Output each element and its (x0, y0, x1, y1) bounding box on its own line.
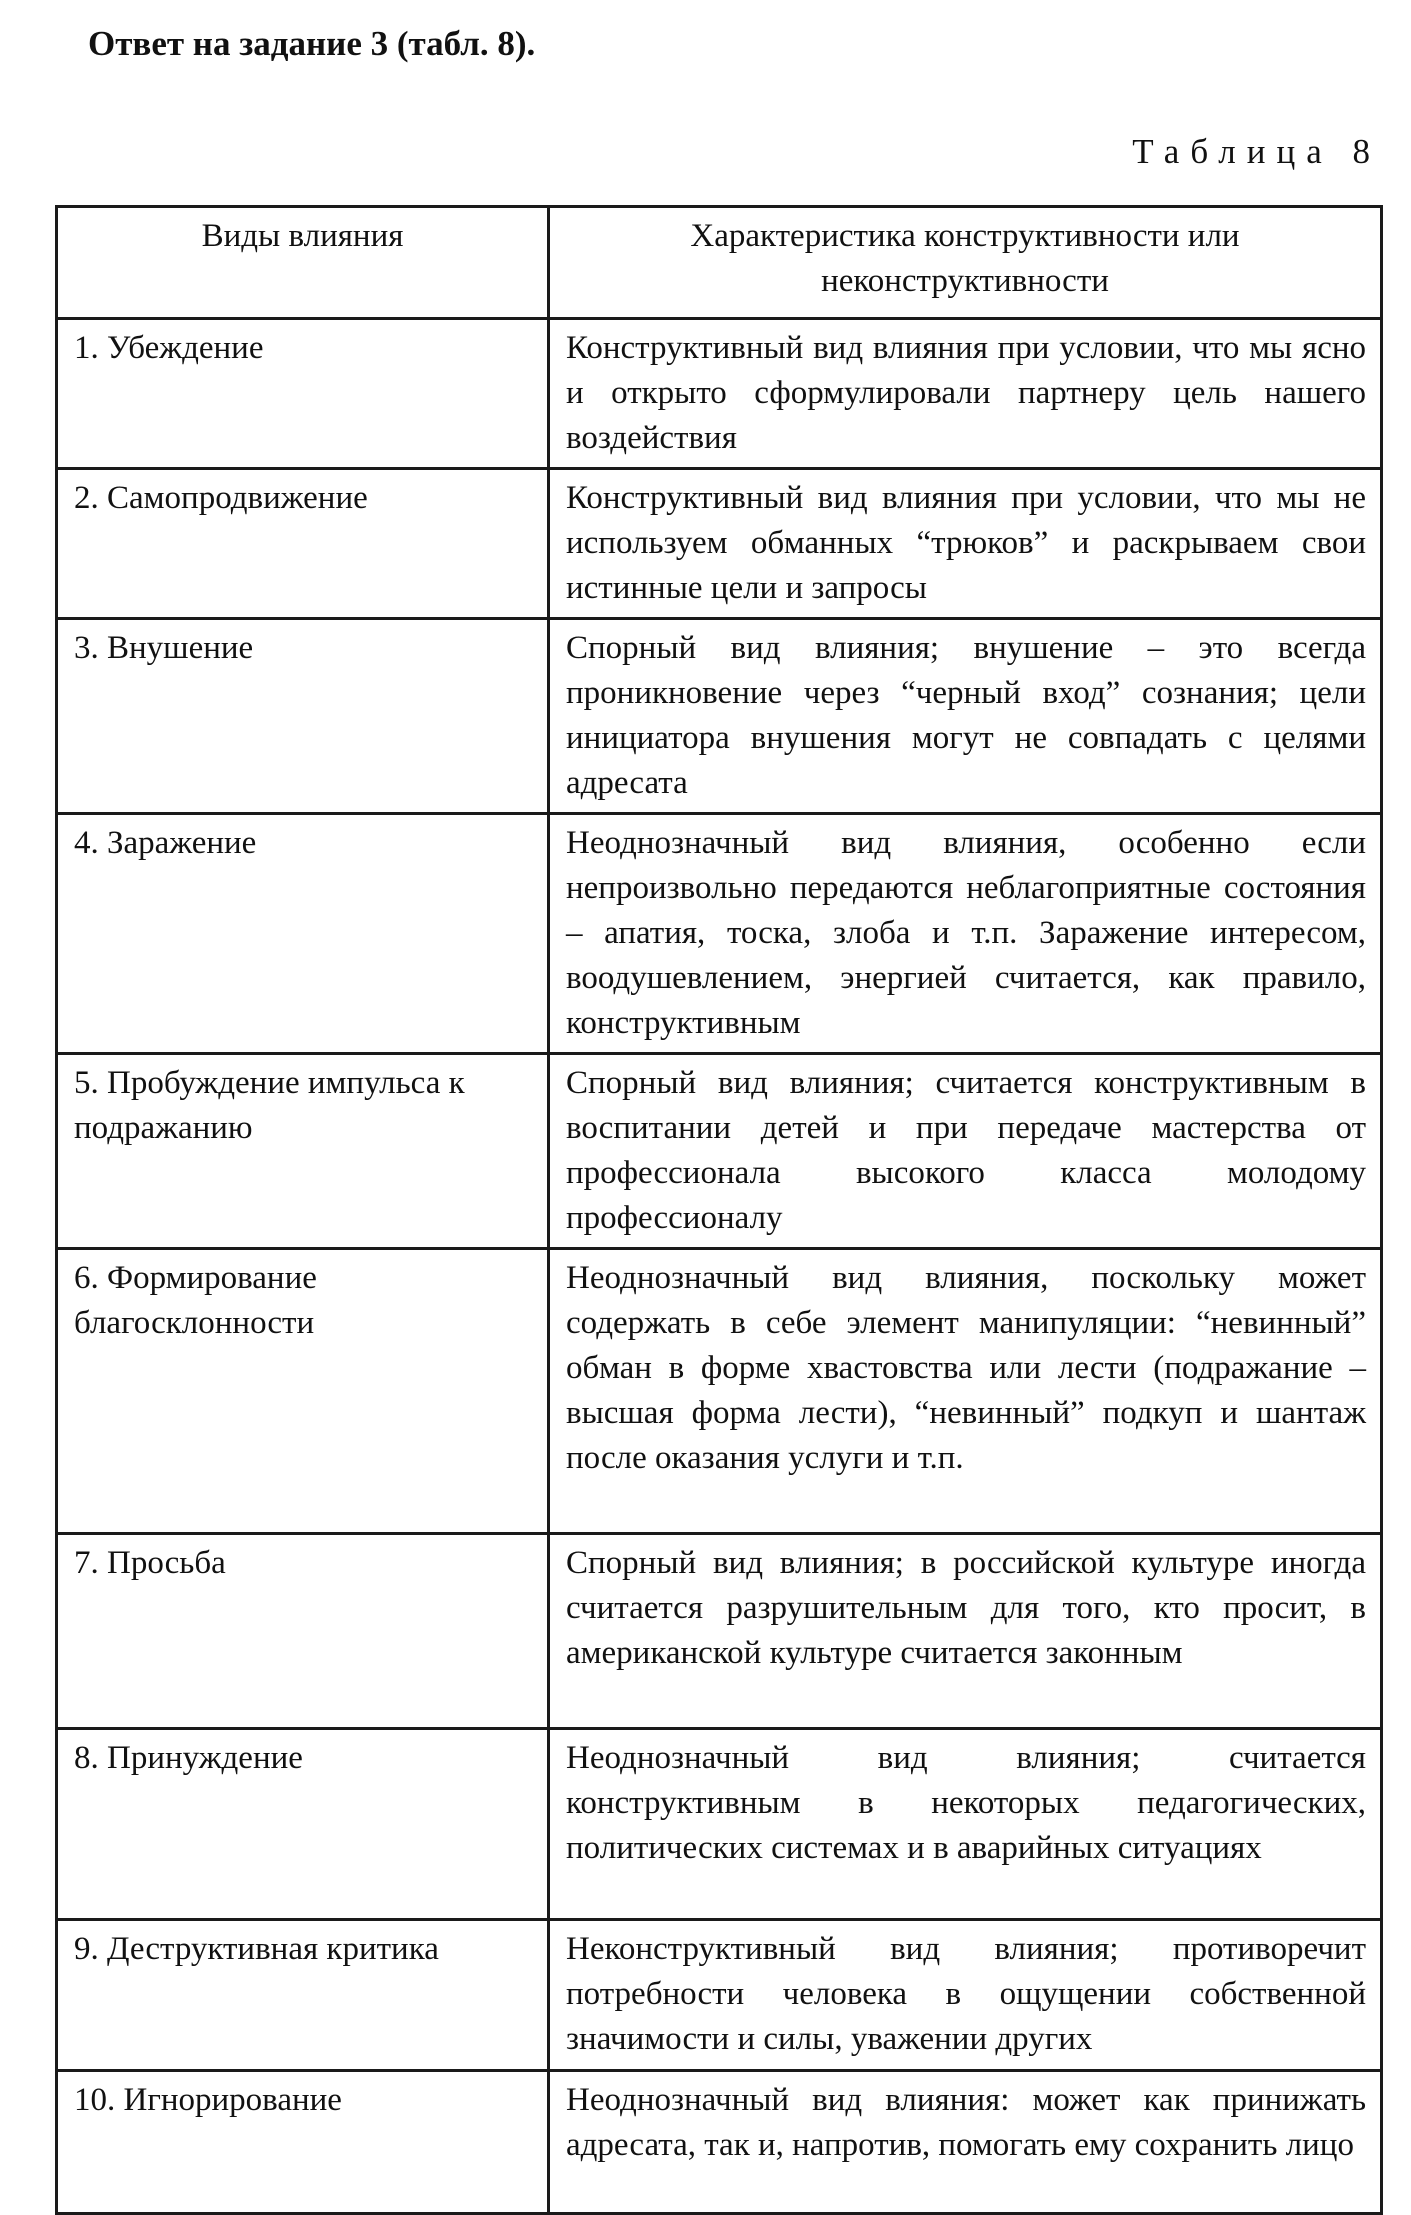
characteristic-cell: Неоднозначный вид влияния: может как принижать адресата, так и, напротив, помогать ему сохранить лицо (549, 2071, 1382, 2214)
table-row (57, 2071, 1382, 2214)
influence-type-cell: 8. Принуждение (57, 1729, 549, 1920)
table-row (57, 619, 1382, 814)
table-row (57, 1729, 1382, 1920)
answer-heading: Ответ на задание 3 (табл. 8). (88, 24, 536, 63)
characteristic-cell: Неоднозначный вид влияния, особенно если непроизвольно передаются неблагоприятные состояния – апатия, тоска, злоба и т.п. Заражение интересом, воодушевлением, энергией считается, как правило, конструктивным (549, 814, 1382, 1054)
table-row (57, 469, 1382, 619)
table-header-row (57, 207, 1382, 319)
table-row (57, 1920, 1382, 2071)
characteristic-cell: Неконструктивный вид влияния; противоречит потребности человека в ощущении собственной значимости и силы, уважении других (549, 1920, 1382, 2071)
header-influence-type: Виды влияния (57, 207, 549, 319)
characteristic-cell: Спорный вид влияния; в российской культуре иногда считается разрушительным для того, кто просит, в американской культуре считается законным (549, 1534, 1382, 1729)
characteristic-cell: Неоднозначный вид влияния; считается конструктивным в некоторых педагогических, политических системах и в аварийных ситуациях (549, 1729, 1382, 1920)
table-row (57, 1249, 1382, 1534)
influence-type-cell: 6. Формирование благосклонности (57, 1249, 549, 1534)
influence-type-cell: 10. Игнорирование (57, 2071, 549, 2214)
influence-type-cell: 9. Деструктивная критика (57, 1920, 549, 2071)
table-row (57, 319, 1382, 469)
table-row (57, 1534, 1382, 1729)
influence-type-cell: 2. Самопродвижение (57, 469, 549, 619)
characteristic-cell: Конструктивный вид влияния при условии, что мы ясно и открыто сформулировали партнеру цель нашего воздействия (549, 319, 1382, 469)
influence-type-cell: 5. Пробуждение импульса к подражанию (57, 1054, 549, 1249)
characteristic-cell: Конструктивный вид влияния при условии, что мы не используем обманных “трюков” и раскрываем свои истинные цели и запросы (549, 469, 1382, 619)
influence-type-cell: 3. Внушение (57, 619, 549, 814)
characteristic-cell: Неоднозначный вид влияния, поскольку может содержать в себе элемент манипуляции: “невинный” обман в форме хвастовства или лести (подражание – высшая форма лести), “невинный” подкуп и шантаж после оказания услуги и т.п. (549, 1249, 1382, 1534)
influence-type-cell: 4. Заражение (57, 814, 549, 1054)
header-characteristic: Характеристика конструктивности или неконструктивности (549, 207, 1382, 319)
table-row (57, 814, 1382, 1054)
influence-types-table (55, 205, 1383, 2215)
table-row (57, 1054, 1382, 1249)
characteristic-cell: Спорный вид влияния; внушение – это всегда проникновение через “черный вход” сознания; цели инициатора внушения могут не совпадать с целями адресата (549, 619, 1382, 814)
influence-type-cell: 1. Убеждение (57, 319, 549, 469)
table-caption: Таблица 8 (1132, 132, 1381, 171)
influence-type-cell: 7. Просьба (57, 1534, 549, 1729)
characteristic-cell: Спорный вид влияния; считается конструктивным в воспитании детей и при передаче мастерства от профессионала высокого класса молодому профессионалу (549, 1054, 1382, 1249)
